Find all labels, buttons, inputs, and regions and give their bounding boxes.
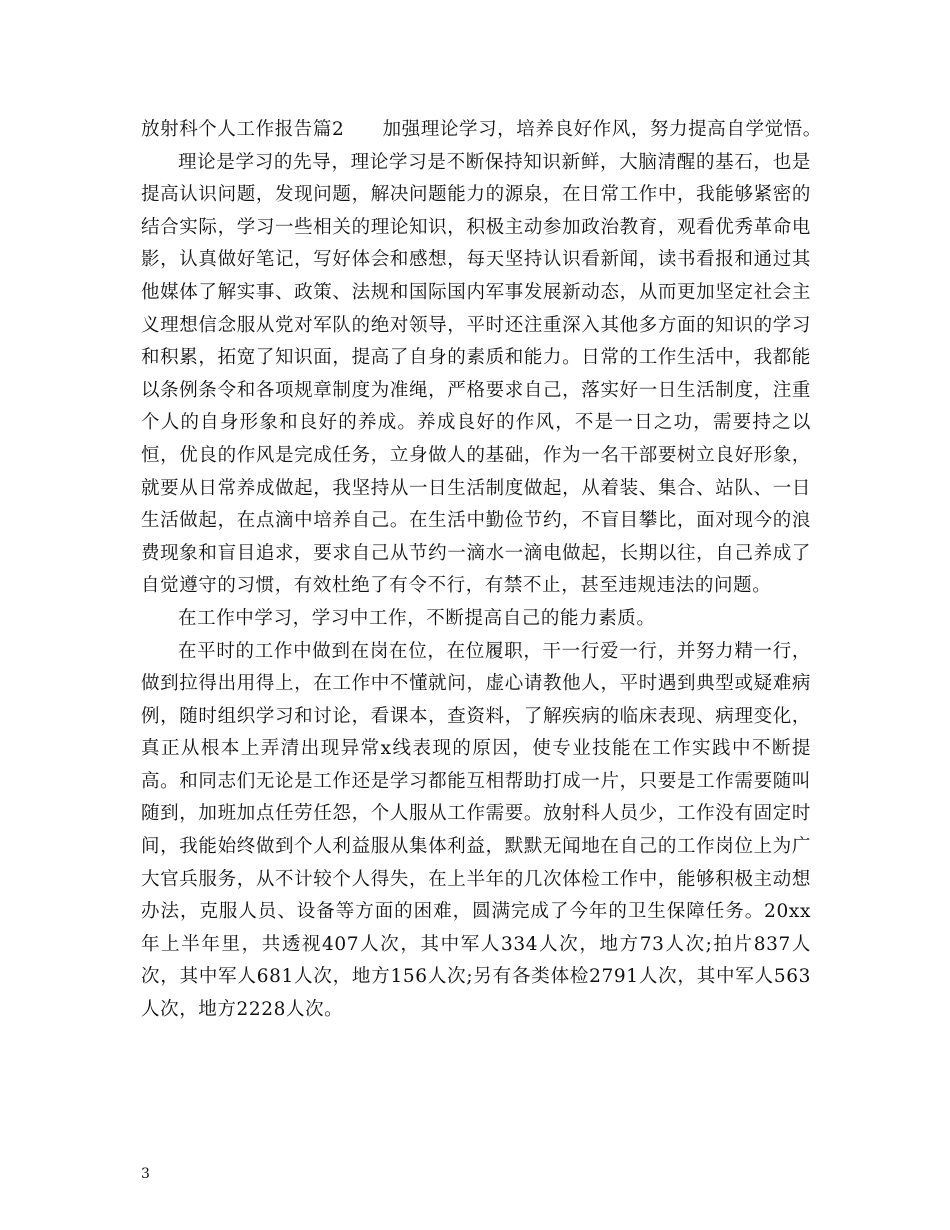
page-number: 3 — [141, 1166, 150, 1182]
paragraph-work-performance: 在平时的工作中做到在岗在位，在位履职，干一行爱一行，并努力精一行，做到拉得出用得上，在工作中不懂就问，虚心请教他人，平时遇到典型或疑难病例，随时组织学习和讨论，看课本，查资料，了解疾病的临床表现、病理变化，真正从根本上弄清出现异常x线表现的原因，使专业技能在工作实践中不断提高。和同志们无论是工作还是学习都能互相帮助打成一片，只要是工作需要随叫随到，加班加点任劳任怨，个人服从工作需要。放射科人员少，工作没有固定时间，我能始终做到个人利益服从集体利益，默默无闻地在自己的工作岗位上为广大官兵服务，从不计较个人得失，在上半年的几次体检工作中，能够积极主动想办法，克服人员、设备等方面的困难，圆满完成了今年的卫生保障任务。20xx年上半年里，共透视407人次，其中军人334人次，地方73人次;拍片837人次，其中军人681人次，地方156人次;另有各类体检2791人次，其中军人563人次，地方2228人次。 — [141, 640, 811, 1021]
paragraph-learning-in-work: 在工作中学习，学习中工作，不断提高自己的能力素质。 — [178, 607, 656, 629]
report-title-line: 放射科个人工作报告篇2 加强理论学习，培养良好作风，努力提高自学觉悟。 — [141, 119, 822, 140]
paragraph-theory-study: 理论是学习的先导，理论学习是不断保持知识新鲜，大脑清醒的基石，也是提高认识问题，发现问题，解决问题能力的源泉，在日常工作中，我能够紧密的结合实际，学习一些相关的理论知识，积极主动参加政治教育，观看优秀革命电影，认真做好笔记，写好体会和感想，每天坚持认识看新闻，读书看报和通过其他媒体了解实事、政策、法规和国际国内军事发展新动态，从而更加坚定社会主义理想信念服从党对军队的绝对领导，平时还注重深入其他多方面的知识的学习和积累，拓宽了知识面，提高了自身的素质和能力。日常的工作生活中，我都能以条例条令和各项规章制度为准绳，严格要求自己，落实好一日生活制度，注重个人的自身形象和良好的养成。养成良好的作风，不是一日之功，需要持之以恒，优良的作风是完成任务，立身做人的基础，作为一名干部要树立良好形象，就要从日常养成做起，我坚持从一日生活制度做起，从着装、集合、站队、一日生活做起，在点滴中培养自己。在生活中勤俭节约，不盲目攀比，面对现今的浪费现象和盲目追求，要求自己从节约一滴水一滴电做起，长期以往，自己养成了自觉遵守的习惯，有效杜绝了有令不行，有禁不止，甚至违规违法的问题。 — [141, 151, 811, 597]
document-body — [141, 114, 822, 1027]
